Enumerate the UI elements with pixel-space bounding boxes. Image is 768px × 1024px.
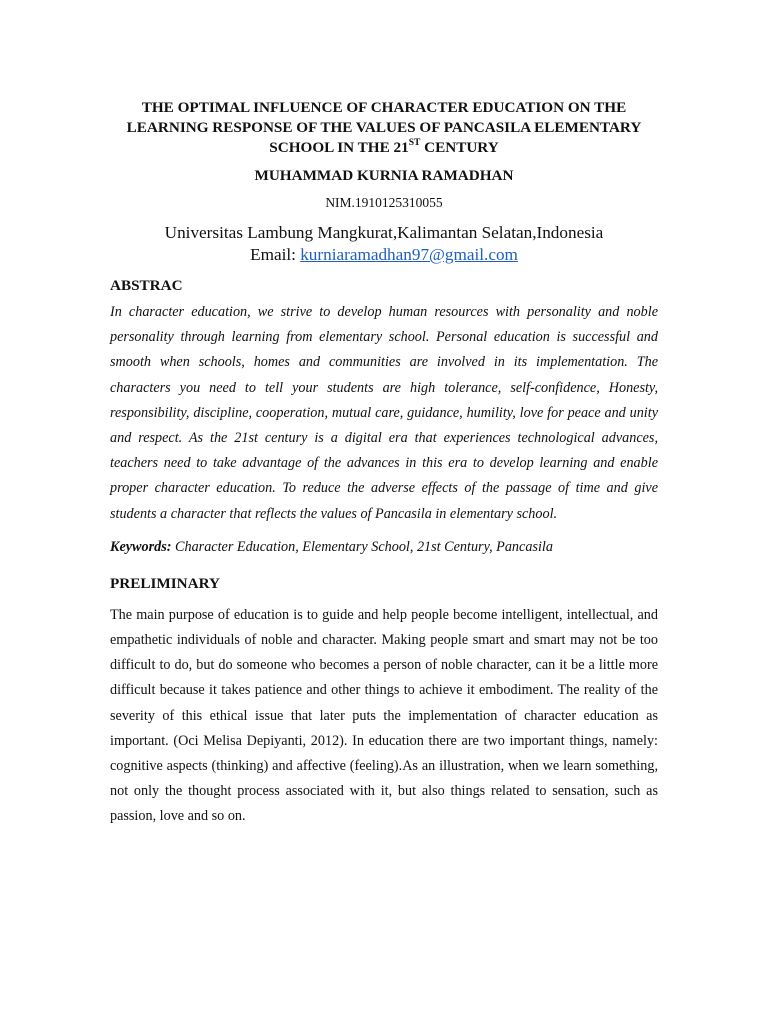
title-line-2: LEARNING RESPONSE OF THE VALUES OF PANCASILA ELEMENTARY (126, 119, 642, 136)
title-line-3-post: CENTURY (420, 139, 499, 156)
email-label: Email: (250, 245, 301, 264)
student-id: NIM.1910125310055 (325, 195, 443, 210)
title-superscript: ST (408, 137, 421, 148)
email-link[interactable]: kurniaramadhan97@gmail.com (300, 245, 518, 264)
preliminary-heading: PRELIMINARY (110, 574, 220, 592)
keywords-line (110, 537, 658, 557)
affiliation: Universitas Lambung Mangkurat,Kalimantan Selatan,Indonesia (164, 223, 604, 242)
keywords-label: Keywords: (110, 538, 172, 555)
title-line-3-pre: SCHOOL IN THE 21 (269, 139, 409, 156)
abstract-heading: ABSTRAC (110, 277, 183, 294)
email-line (110, 244, 658, 266)
title-line-1: THE OPTIMAL INFLUENCE OF CHARACTER EDUCATION ON THE (141, 99, 627, 116)
keywords-text: Character Education, Elementary School, 21st Century, Pancasila (171, 538, 553, 555)
paper-page (110, 98, 658, 830)
author-name: MUHAMMAD KURNIA RAMADHAN (254, 167, 514, 184)
preliminary-text: The main purpose of education is to guide and help people become intelligent, intellectual, and empathetic individuals of noble and character. Making people smart and smart may not be too difficult to do, but do someone who becomes a person of noble character, can it be a little more difficult because it takes patience and other things to achieve it embodiment. The reality of the severity of this ethical issue that later puts the implementation of character education as important. (Oci Melisa Depiyanti, 2012). In education there are two important things, namely: cognitive aspects (thinking) and affective (feeling).As an illustration, when we learn something, not only the thought process associated with it, but also things related to sensation, such as passion, love and so on. (110, 606, 658, 825)
abstract-text: In character education, we strive to develop human resources with personality and noble personality through learning from elementary school. Personal education is successful and smooth when schools, homes and communities are involved in its implementation. The characters you need to tell your students are high tolerance, self-confidence, Honesty, responsibility, discipline, cooperation, mutual care, guidance, humility, love for peace and unity and respect. As the 21st century is a digital era that experiences technological advances, teachers need to take advantage of the advances in this era to develop learning and enable proper character education. To reduce the adverse effects of the passage of time and give students a character that reflects the values of Pancasila in elementary school. (110, 304, 658, 522)
paper-title (110, 98, 658, 158)
